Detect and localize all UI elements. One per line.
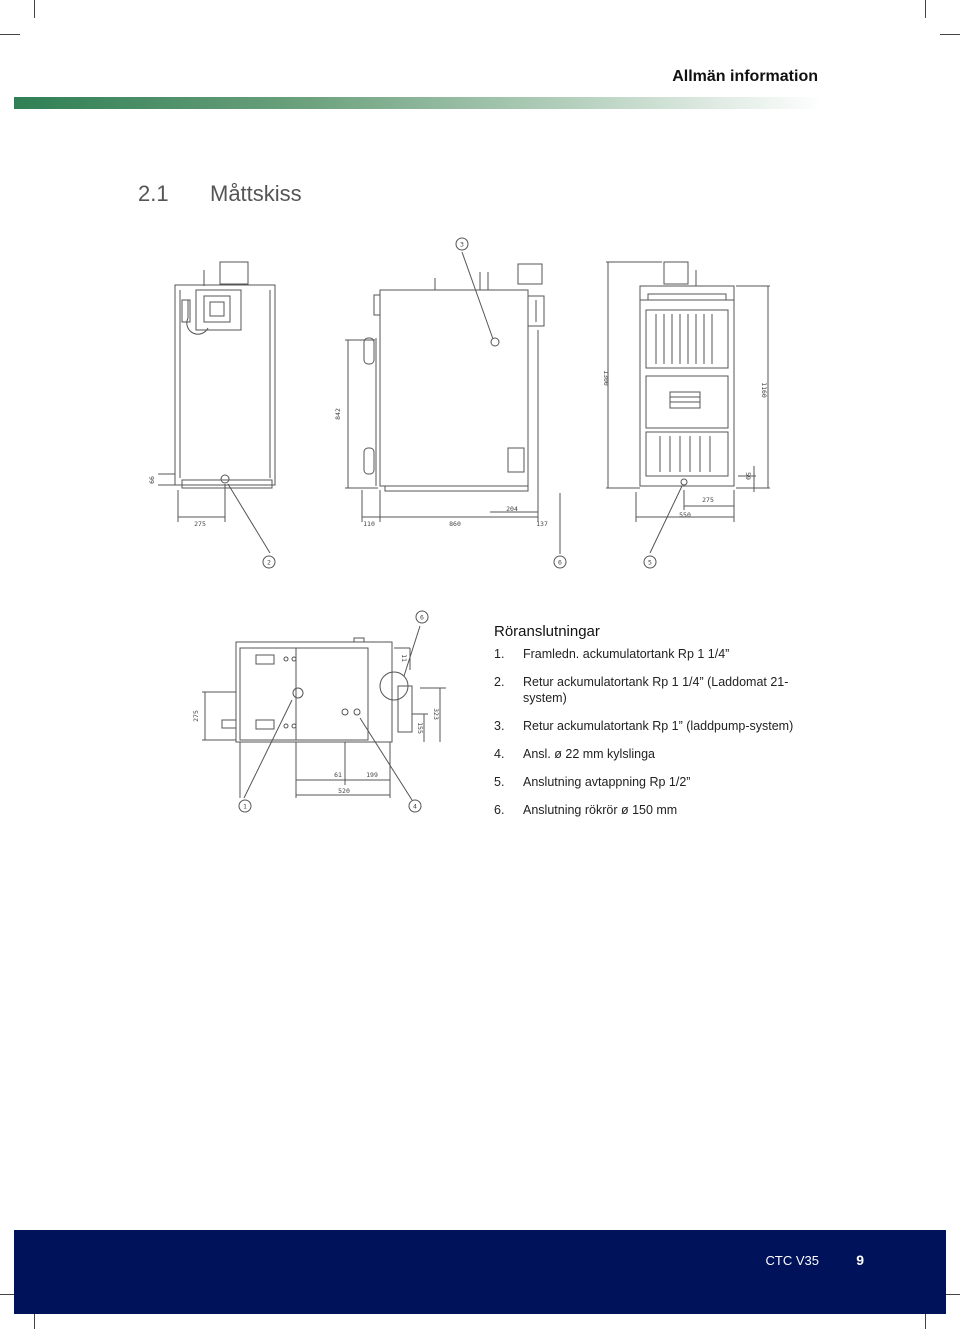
callout-1: 1 [243,802,247,811]
callout-5: 5 [648,558,652,567]
callout-3: 3 [460,240,464,249]
dim-323: 323 [432,708,440,720]
connections-list [494,646,824,830]
item-text: Framledn. ackumulatortank Rp 1 1/4” [523,647,730,661]
callout-6: 6 [558,558,562,567]
dim-199: 199 [366,771,378,779]
item-text: Retur ackumulatortank Rp 1 1/4” (Laddomat 21-system) [523,675,789,705]
dim-155: 155 [416,722,424,734]
section-number: 2.1 [138,181,169,206]
item-text: Anslutning rökrör ø 150 mm [523,803,678,817]
dim-61: 61 [334,771,342,779]
list-item [494,674,824,706]
list-item [494,746,824,762]
item-number: 6. [494,803,505,817]
callout-6-top: 6 [420,613,424,622]
dim-1300: 1300 [602,370,610,386]
footer-model: CTC V35 [765,1253,819,1268]
dim-520: 520 [338,787,350,795]
dim-860: 860 [449,520,461,528]
dim-550: 550 [679,511,691,519]
side-view [158,262,275,553]
item-text: Ansl. ø 22 mm kylslinga [523,747,655,761]
dim-110: 110 [363,520,375,528]
callout-4: 4 [413,802,417,811]
item-number: 3. [494,719,505,733]
top-view [202,626,446,800]
dim-1160: 1160 [760,382,768,398]
list-item [494,718,824,734]
header-title: Allmän information [672,68,818,85]
dim-137: 137 [536,520,548,528]
item-number: 1. [494,647,505,661]
dim-275-top: 275 [192,710,200,722]
dim-59: 59 [744,472,752,480]
section-title: Måttskiss [210,181,302,206]
item-text: Retur ackumulatortank Rp 1” (laddpump-system) [523,719,794,733]
list-item [494,774,824,790]
item-text: Anslutning avtappning Rp 1/2” [523,775,691,789]
dim-842: 842 [334,408,342,420]
dim-11: 11 [400,654,408,662]
page-number: 9 [856,1252,864,1268]
callout-2: 2 [267,558,271,567]
connections-heading: Röranslutningar [494,623,600,640]
front-view [345,252,560,554]
dim-66: 66 [148,476,156,484]
back-view [606,262,770,553]
item-number: 5. [494,775,505,789]
footer-bar [14,1230,946,1314]
dim-204: 204 [506,505,518,513]
dim-275-side: 275 [194,520,206,528]
item-number: 4. [494,747,505,761]
list-item [494,646,824,662]
item-number: 2. [494,675,505,689]
dim-275-back: 275 [702,496,714,504]
list-item [494,802,824,818]
